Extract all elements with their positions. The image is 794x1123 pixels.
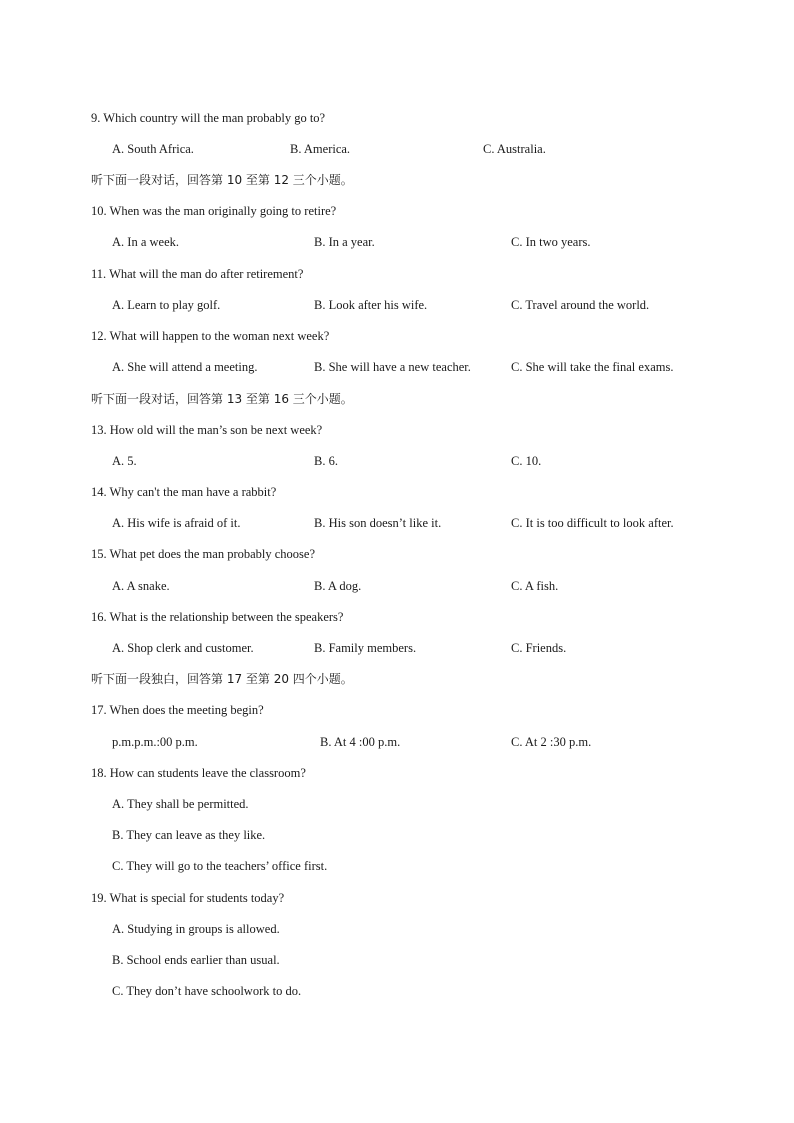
option-17b: B. At 4 :00 p.m. bbox=[320, 735, 401, 749]
question-number: 13. bbox=[91, 423, 107, 437]
option-16c: C. Friends. bbox=[511, 641, 567, 655]
option-14b: B. His son doesn’t like it. bbox=[314, 516, 442, 530]
option-19a: A. Studying in groups is allowed. bbox=[112, 922, 280, 936]
question-18 bbox=[91, 765, 306, 781]
question-number: 18. bbox=[91, 766, 107, 780]
question-text: What is special for students today? bbox=[109, 891, 285, 905]
question-16 bbox=[91, 609, 343, 625]
option-18c: C. They will go to the teachers’ office first. bbox=[112, 859, 328, 873]
question-number: 10. bbox=[91, 204, 107, 218]
question-number: 17. bbox=[91, 703, 107, 717]
option-14a: A. His wife is afraid of it. bbox=[112, 516, 241, 530]
question-19 bbox=[91, 890, 284, 906]
question-text: When does the meeting begin? bbox=[109, 703, 264, 717]
option-15b: B. A dog. bbox=[314, 579, 362, 593]
question-13 bbox=[91, 422, 322, 438]
option-12a: A. She will attend a meeting. bbox=[112, 360, 258, 374]
question-17 bbox=[91, 702, 264, 718]
section-heading-17-20: 听下面一段独白，回答第 17 至第 20 四个小题。 bbox=[91, 672, 353, 686]
option-13b: B. 6. bbox=[314, 454, 338, 468]
option-11b: B. Look after his wife. bbox=[314, 298, 428, 312]
option-15c: C. A fish. bbox=[511, 579, 559, 593]
option-15a: A. A snake. bbox=[112, 579, 170, 593]
question-number: 15. bbox=[91, 547, 107, 561]
question-number: 9. bbox=[91, 111, 101, 125]
option-10c: C. In two years. bbox=[511, 235, 591, 249]
option-18b: B. They can leave as they like. bbox=[112, 828, 266, 842]
option-17a: p.m.p.m.:00 p.m. bbox=[112, 735, 198, 749]
section-heading-13-16: 听下面一段对话，回答第 13 至第 16 三个小题。 bbox=[91, 392, 353, 406]
question-text: How old will the man’s son be next week? bbox=[109, 423, 323, 437]
option-11a: A. Learn to play golf. bbox=[112, 298, 221, 312]
question-text: What is the relationship between the speakers? bbox=[109, 610, 344, 624]
question-12 bbox=[91, 328, 329, 344]
question-15 bbox=[91, 546, 315, 562]
question-text: What pet does the man probably choose? bbox=[109, 547, 316, 561]
option-12b: B. She will have a new teacher. bbox=[314, 360, 471, 374]
option-16a: A. Shop clerk and customer. bbox=[112, 641, 254, 655]
option-19b: B. School ends earlier than usual. bbox=[112, 953, 280, 967]
question-number: 11. bbox=[91, 267, 107, 281]
option-13a: A. 5. bbox=[112, 454, 137, 468]
question-number: 14. bbox=[91, 485, 107, 499]
option-17c: C. At 2 :30 p.m. bbox=[511, 735, 592, 749]
option-9c: C. Australia. bbox=[483, 142, 546, 156]
option-10b: B. In a year. bbox=[314, 235, 375, 249]
option-13c: C. 10. bbox=[511, 454, 542, 468]
question-number: 16. bbox=[91, 610, 107, 624]
option-19c: C. They don’t have schoolwork to do. bbox=[112, 984, 302, 998]
question-number: 19. bbox=[91, 891, 107, 905]
question-text: What will happen to the woman next week? bbox=[109, 329, 330, 343]
option-12c: C. She will take the final exams. bbox=[511, 360, 674, 374]
option-10a: A. In a week. bbox=[112, 235, 179, 249]
option-11c: C. Travel around the world. bbox=[511, 298, 650, 312]
option-18a: A. They shall be permitted. bbox=[112, 797, 249, 811]
option-14c: C. It is too difficult to look after. bbox=[511, 516, 674, 530]
question-number: 12. bbox=[91, 329, 107, 343]
question-text: Why can't the man have a rabbit? bbox=[109, 485, 277, 499]
question-text: What will the man do after retirement? bbox=[109, 267, 304, 281]
question-text: How can students leave the classroom? bbox=[109, 766, 306, 780]
option-9a: A. South Africa. bbox=[112, 142, 194, 156]
question-text: Which country will the man probably go to? bbox=[103, 111, 326, 125]
question-10 bbox=[91, 203, 336, 219]
question-11 bbox=[91, 266, 303, 282]
question-text: When was the man originally going to retire? bbox=[109, 204, 337, 218]
question-14 bbox=[91, 484, 276, 500]
section-heading-10-12: 听下面一段对话，回答第 10 至第 12 三个小题。 bbox=[91, 173, 353, 187]
option-9b: B. America. bbox=[290, 142, 351, 156]
question-9 bbox=[91, 110, 325, 126]
option-16b: B. Family members. bbox=[314, 641, 417, 655]
